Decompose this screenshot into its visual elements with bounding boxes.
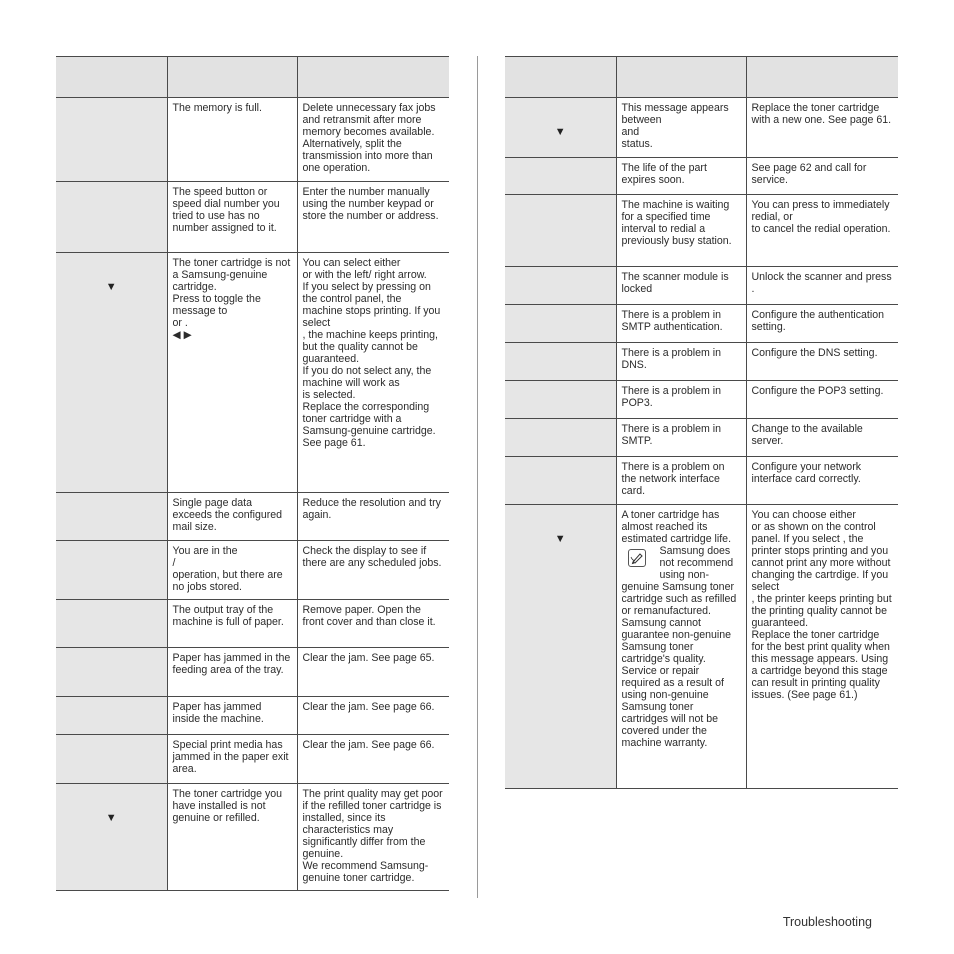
solution-text: Clear the jam. See page 65. bbox=[302, 652, 435, 664]
solution-cell bbox=[297, 697, 449, 735]
message-cell bbox=[56, 493, 167, 541]
message-cell bbox=[56, 182, 167, 253]
table-row bbox=[56, 784, 449, 891]
message-cell bbox=[505, 343, 616, 381]
meaning-text: There is a problem on the network interface card. bbox=[621, 461, 725, 497]
meaning-text: There is a problem in SMTP authentication. bbox=[621, 309, 723, 333]
meaning-text: The scanner module is locked bbox=[621, 271, 729, 295]
solution-text: Change to the available server. bbox=[751, 423, 863, 447]
solution-cell bbox=[746, 381, 898, 419]
meaning-text: The life of the part expires soon. bbox=[621, 162, 707, 186]
meaning-cell bbox=[616, 457, 746, 505]
meaning-cell bbox=[167, 253, 297, 493]
table-row bbox=[56, 182, 449, 253]
meaning-cell bbox=[167, 697, 297, 735]
solution-cell bbox=[297, 648, 449, 697]
meaning-cell bbox=[616, 419, 746, 457]
table-row bbox=[505, 457, 898, 505]
meaning-text: There is a problem in SMTP. bbox=[621, 423, 722, 447]
message-cell bbox=[505, 267, 616, 305]
meaning-cell bbox=[167, 493, 297, 541]
solution-cell bbox=[746, 419, 898, 457]
message-cell bbox=[56, 697, 167, 735]
solution-text: Reduce the resolution and try again. bbox=[302, 497, 441, 521]
solution-text: Check the display to see if there are any scheduled jobs. bbox=[302, 545, 442, 569]
solution-text: Replace the toner cartridge with a new one. See page 61. bbox=[751, 102, 892, 126]
solution-text: You can select either or with the left/ right arrow. If you select by pressing on the control panel, the machine stops printing. If you select , the machine keeps printing, but the quality cannot be guaranteed. If you do not select any, the machine will work as is selected. Replace the corresponding toner cartridge with a Samsung-genuine cartridge. See page 61. bbox=[302, 257, 441, 449]
solution-cell bbox=[297, 182, 449, 253]
solution-cell bbox=[746, 158, 898, 195]
footer-section-label: Troubleshooting bbox=[782, 915, 872, 929]
solution-cell bbox=[297, 735, 449, 784]
solution-cell bbox=[746, 343, 898, 381]
solution-text: The print quality may get poor if the refilled toner cartridge is installed, since its characteristics may significantly differ from the genuine. We recommend Samsung-genuine toner cartridge. bbox=[302, 788, 443, 884]
solution-text: Delete unnecessary fax jobs and retransmit after more memory becomes available. Alternatively, split the transmission into more than one operation. bbox=[302, 102, 436, 174]
table-row bbox=[56, 253, 449, 493]
message-cell bbox=[56, 253, 167, 493]
table-row bbox=[56, 697, 449, 735]
down-triangle-icon: ▼ bbox=[554, 533, 566, 545]
message-cell bbox=[56, 648, 167, 697]
table-row bbox=[56, 98, 449, 182]
table-row bbox=[56, 541, 449, 600]
solution-cell bbox=[746, 98, 898, 158]
pencil-note-icon bbox=[628, 549, 646, 567]
solution-cell bbox=[746, 505, 898, 789]
solution-text: Clear the jam. See page 66. bbox=[302, 739, 435, 751]
troubleshooting-table-right bbox=[505, 56, 898, 789]
table-row bbox=[56, 648, 449, 697]
meaning-text: The output tray of the machine is full of paper. bbox=[172, 604, 284, 628]
solution-cell bbox=[746, 457, 898, 505]
message-cell bbox=[56, 735, 167, 784]
message-column-header bbox=[56, 57, 167, 98]
solution-column-header bbox=[746, 57, 898, 98]
table-row bbox=[505, 419, 898, 457]
solution-column-header bbox=[297, 57, 449, 98]
note-block bbox=[622, 545, 741, 749]
meaning-cell bbox=[616, 195, 746, 267]
message-cell bbox=[505, 195, 616, 267]
meaning-cell bbox=[616, 305, 746, 343]
message-cell bbox=[505, 419, 616, 457]
solution-text: Unlock the scanner and press . bbox=[751, 271, 892, 295]
meaning-text: The speed button or speed dial number you tried to use has no number assigned to it. bbox=[172, 186, 280, 234]
meaning-cell bbox=[167, 541, 297, 600]
message-column-header bbox=[505, 57, 616, 98]
table-row bbox=[56, 600, 449, 648]
message-cell bbox=[505, 457, 616, 505]
solution-text: Configure the authentication setting. bbox=[751, 309, 885, 333]
solution-cell bbox=[297, 541, 449, 600]
meaning-column-header bbox=[616, 57, 746, 98]
table-header-row bbox=[56, 57, 449, 98]
message-cell bbox=[505, 381, 616, 419]
solution-text: Remove paper. Open the front cover and than close it. bbox=[302, 604, 436, 628]
solution-text: Configure the POP3 setting. bbox=[751, 385, 884, 397]
meaning-text: This message appears between and status. bbox=[621, 102, 729, 150]
meaning-text: Paper has jammed in the feeding area of the tray. bbox=[172, 652, 291, 676]
down-triangle-icon: ▼ bbox=[554, 126, 566, 138]
solution-text: Configure your network interface card correctly. bbox=[751, 461, 862, 485]
table-row bbox=[505, 158, 898, 195]
table-row bbox=[505, 98, 898, 158]
table-row bbox=[505, 305, 898, 343]
table-row bbox=[56, 493, 449, 541]
table-row bbox=[56, 735, 449, 784]
solution-cell bbox=[746, 267, 898, 305]
table-row bbox=[505, 343, 898, 381]
meaning-text: There is a problem in DNS. bbox=[621, 347, 722, 371]
meaning-text: A toner cartridge has almost reached its estimated cartridge life. bbox=[621, 509, 732, 545]
solution-cell bbox=[746, 195, 898, 267]
solution-cell bbox=[297, 600, 449, 648]
table-header-row bbox=[505, 57, 898, 98]
meaning-text: Paper has jammed inside the machine. bbox=[172, 701, 264, 725]
meaning-text: The toner cartridge you have installed is not genuine or refilled. bbox=[172, 788, 283, 824]
meaning-text: Special print media has jammed in the paper exit area. bbox=[172, 739, 289, 775]
meaning-cell bbox=[167, 98, 297, 182]
table-row bbox=[505, 505, 898, 789]
solution-text: Configure the DNS setting. bbox=[751, 347, 878, 359]
column-divider bbox=[477, 56, 478, 898]
meaning-cell bbox=[167, 182, 297, 253]
meaning-text: Single page data exceeds the configured mail size. bbox=[172, 497, 283, 533]
meaning-cell bbox=[616, 98, 746, 158]
message-cell bbox=[56, 784, 167, 891]
table-row bbox=[505, 195, 898, 267]
message-cell bbox=[505, 98, 616, 158]
down-triangle-icon: ▼ bbox=[105, 812, 117, 824]
meaning-cell bbox=[616, 505, 746, 789]
table-row bbox=[505, 267, 898, 305]
meaning-text: You are in the / operation, but there are no jobs stored. bbox=[172, 545, 283, 593]
table-body bbox=[56, 98, 449, 891]
solution-text: See page 62 and call for service. bbox=[751, 162, 867, 186]
message-cell bbox=[505, 158, 616, 195]
message-cell bbox=[505, 305, 616, 343]
down-triangle-icon: ▼ bbox=[105, 281, 117, 293]
meaning-column-header bbox=[167, 57, 297, 98]
solution-text: You can press to immediately redial, or to cancel the redial operation. bbox=[751, 199, 891, 235]
meaning-cell bbox=[167, 735, 297, 784]
solution-cell bbox=[297, 784, 449, 891]
meaning-cell bbox=[616, 381, 746, 419]
note-text: Samsung does not recommend using non-genuine Samsung toner cartridge such as refilled or remanufactured. Samsung cannot guarantee non-genuine Samsung toner cartridge's quality. Service or repair required as a result of using non-genuine Samsung toner cartridges will not be covered under the machine warranty. bbox=[621, 545, 737, 749]
solution-text: Enter the number manually using the number keypad or store the number or address. bbox=[302, 186, 439, 222]
meaning-cell bbox=[616, 158, 746, 195]
message-cell bbox=[56, 600, 167, 648]
solution-cell bbox=[297, 98, 449, 182]
solution-cell bbox=[297, 253, 449, 493]
solution-cell bbox=[746, 305, 898, 343]
meaning-text: The machine is waiting for a specified time interval to redial a previously busy station. bbox=[621, 199, 732, 247]
message-cell bbox=[505, 505, 616, 789]
table-row bbox=[505, 381, 898, 419]
message-cell bbox=[56, 541, 167, 600]
solution-text: Clear the jam. See page 66. bbox=[302, 701, 435, 713]
meaning-text: The toner cartridge is not a Samsung-genuine cartridge. Press to toggle the message to or . ◀ ▶ bbox=[172, 257, 291, 341]
meaning-text: There is a problem in POP3. bbox=[621, 385, 722, 409]
table-body bbox=[505, 98, 898, 789]
meaning-cell bbox=[167, 784, 297, 891]
solution-cell bbox=[297, 493, 449, 541]
meaning-cell bbox=[167, 648, 297, 697]
message-cell bbox=[56, 98, 167, 182]
solution-text: You can choose either or as shown on the control panel. If you select , the printer stops printing and you cannot print any more without changing the cartrdige. If you select , the printer keeps printing but the printing quality cannot be guaranteed. Replace the toner cartridge for the best print quality when this message appears. Using a cartridge beyond this stage can result in printing quality issues. (See page 61.) bbox=[751, 509, 892, 701]
meaning-cell bbox=[616, 267, 746, 305]
meaning-cell bbox=[616, 343, 746, 381]
troubleshooting-table-left bbox=[56, 56, 449, 891]
meaning-cell bbox=[167, 600, 297, 648]
meaning-text: The memory is full. bbox=[172, 102, 262, 114]
